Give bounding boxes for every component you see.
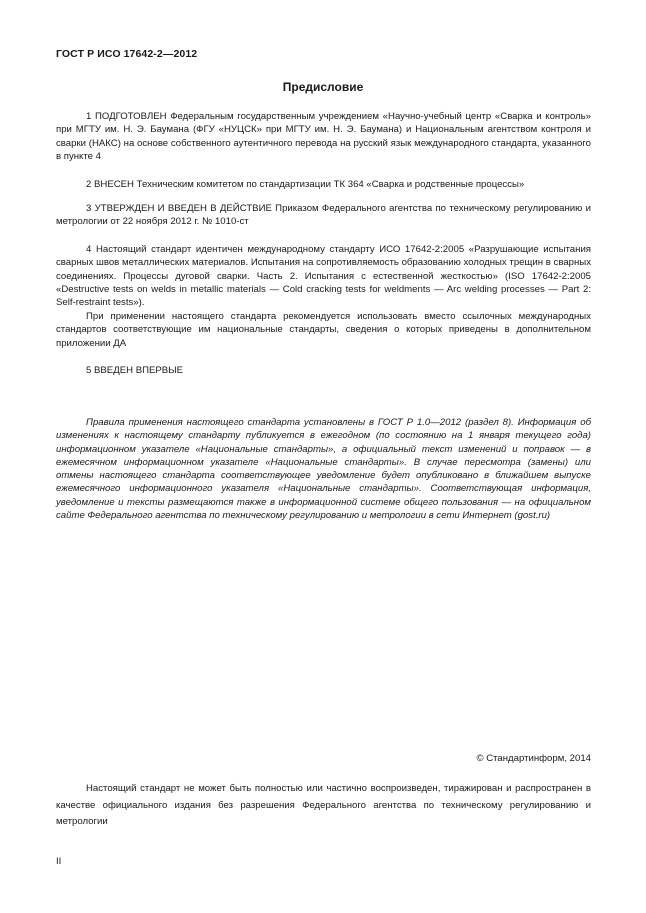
paragraph-approved: 3 УТВЕРЖДЕН И ВВЕДЕН В ДЕЙСТВИЕ Приказом Федерального агентства по техническому регулированию и метрологии от 22 ноября 2012 г. № 1010-ст	[56, 203, 591, 228]
page-title: Предисловие	[282, 80, 364, 94]
paragraph-submitted-by: 2 ВНЕСЕН Техническим комитетом по стандартизации ТК 364 «Сварка и родственные процессы»	[86, 179, 525, 190]
rights-notice: Настоящий стандарт не может быть полностью или частично воспроизведен, тиражирован и распространен в качестве официального издания без разрешения Федерального агентства по техническому регулированию и метрологии	[56, 783, 591, 827]
standard-code-header: ГОСТ Р ИСО 17642-2—2012	[56, 48, 198, 60]
copyright-notice: © Стандартинформ, 2014	[476, 753, 591, 764]
paragraph-prepared-by: 1 ПОДГОТОВЛЕН Федеральным государственным учреждением «Научно-учебный центр «Сварка и контроль» при МГТУ им. Н. Э. Баумана (ФГУ «НУЦСК» при МГТУ им. Н. Э. Баумана) и Национальным агентством контроля и сварки (НАКС) на основе собственного аутентичного перевода на русский язык международного стандарта, указанного в пункте 4	[56, 111, 591, 162]
paragraph-identical-standard: 4 Настоящий стандарт идентичен международному стандарту ИСО 17642-2:2005 «Разрушающие испытания сварных швов металлических материалов. Испытания на сопротивляемость образованию холодных трещин в сварных соединениях. Процессы дуговой сварки. Часть 2. Испытания с естественной жесткостью» (ISO 17642-2:2005 «Destructive tests on welds in metallic materials — Cold cracking tests for weldments — Arc welding processes — Part 2: Self-restraint tests»).	[56, 244, 591, 309]
paragraph-first-introduced: 5 ВВЕДЕН ВПЕРВЫЕ	[86, 365, 184, 376]
page-number: II	[56, 856, 62, 867]
paragraph-references-note: При применении настоящего стандарта рекомендуется использовать вместо ссылочных международных стандартов соответствующие им национальные стандарты, сведения о которых приведены в дополнительном приложении ДА	[56, 311, 591, 349]
application-rules-notice: Правила применения настоящего стандарта установлены в ГОСТ Р 1.0—2012 (раздел 8). Информация об изменениях к настоящему стандарту публикуется в ежегодном (по состоянию на 1 января текущего года) информационном указателе «Национальные стандарты», а официальный текст изменений и поправок — в ежемесячном информационном указателе «Национальные стандарты». В случае пересмотра (замены) или отмены настоящего стандарта соответствующее уведомление будет опубликовано в ближайшем выпуске ежемесячного информационного указателя «Национальные стандарты». Соответствующая информация, уведомление и тексты размещаются также в информационной системе общего пользования — на официальном сайте Федерального агентства по техническому регулированию и метрологии в сети Интернет (gost.ru)	[56, 417, 591, 522]
